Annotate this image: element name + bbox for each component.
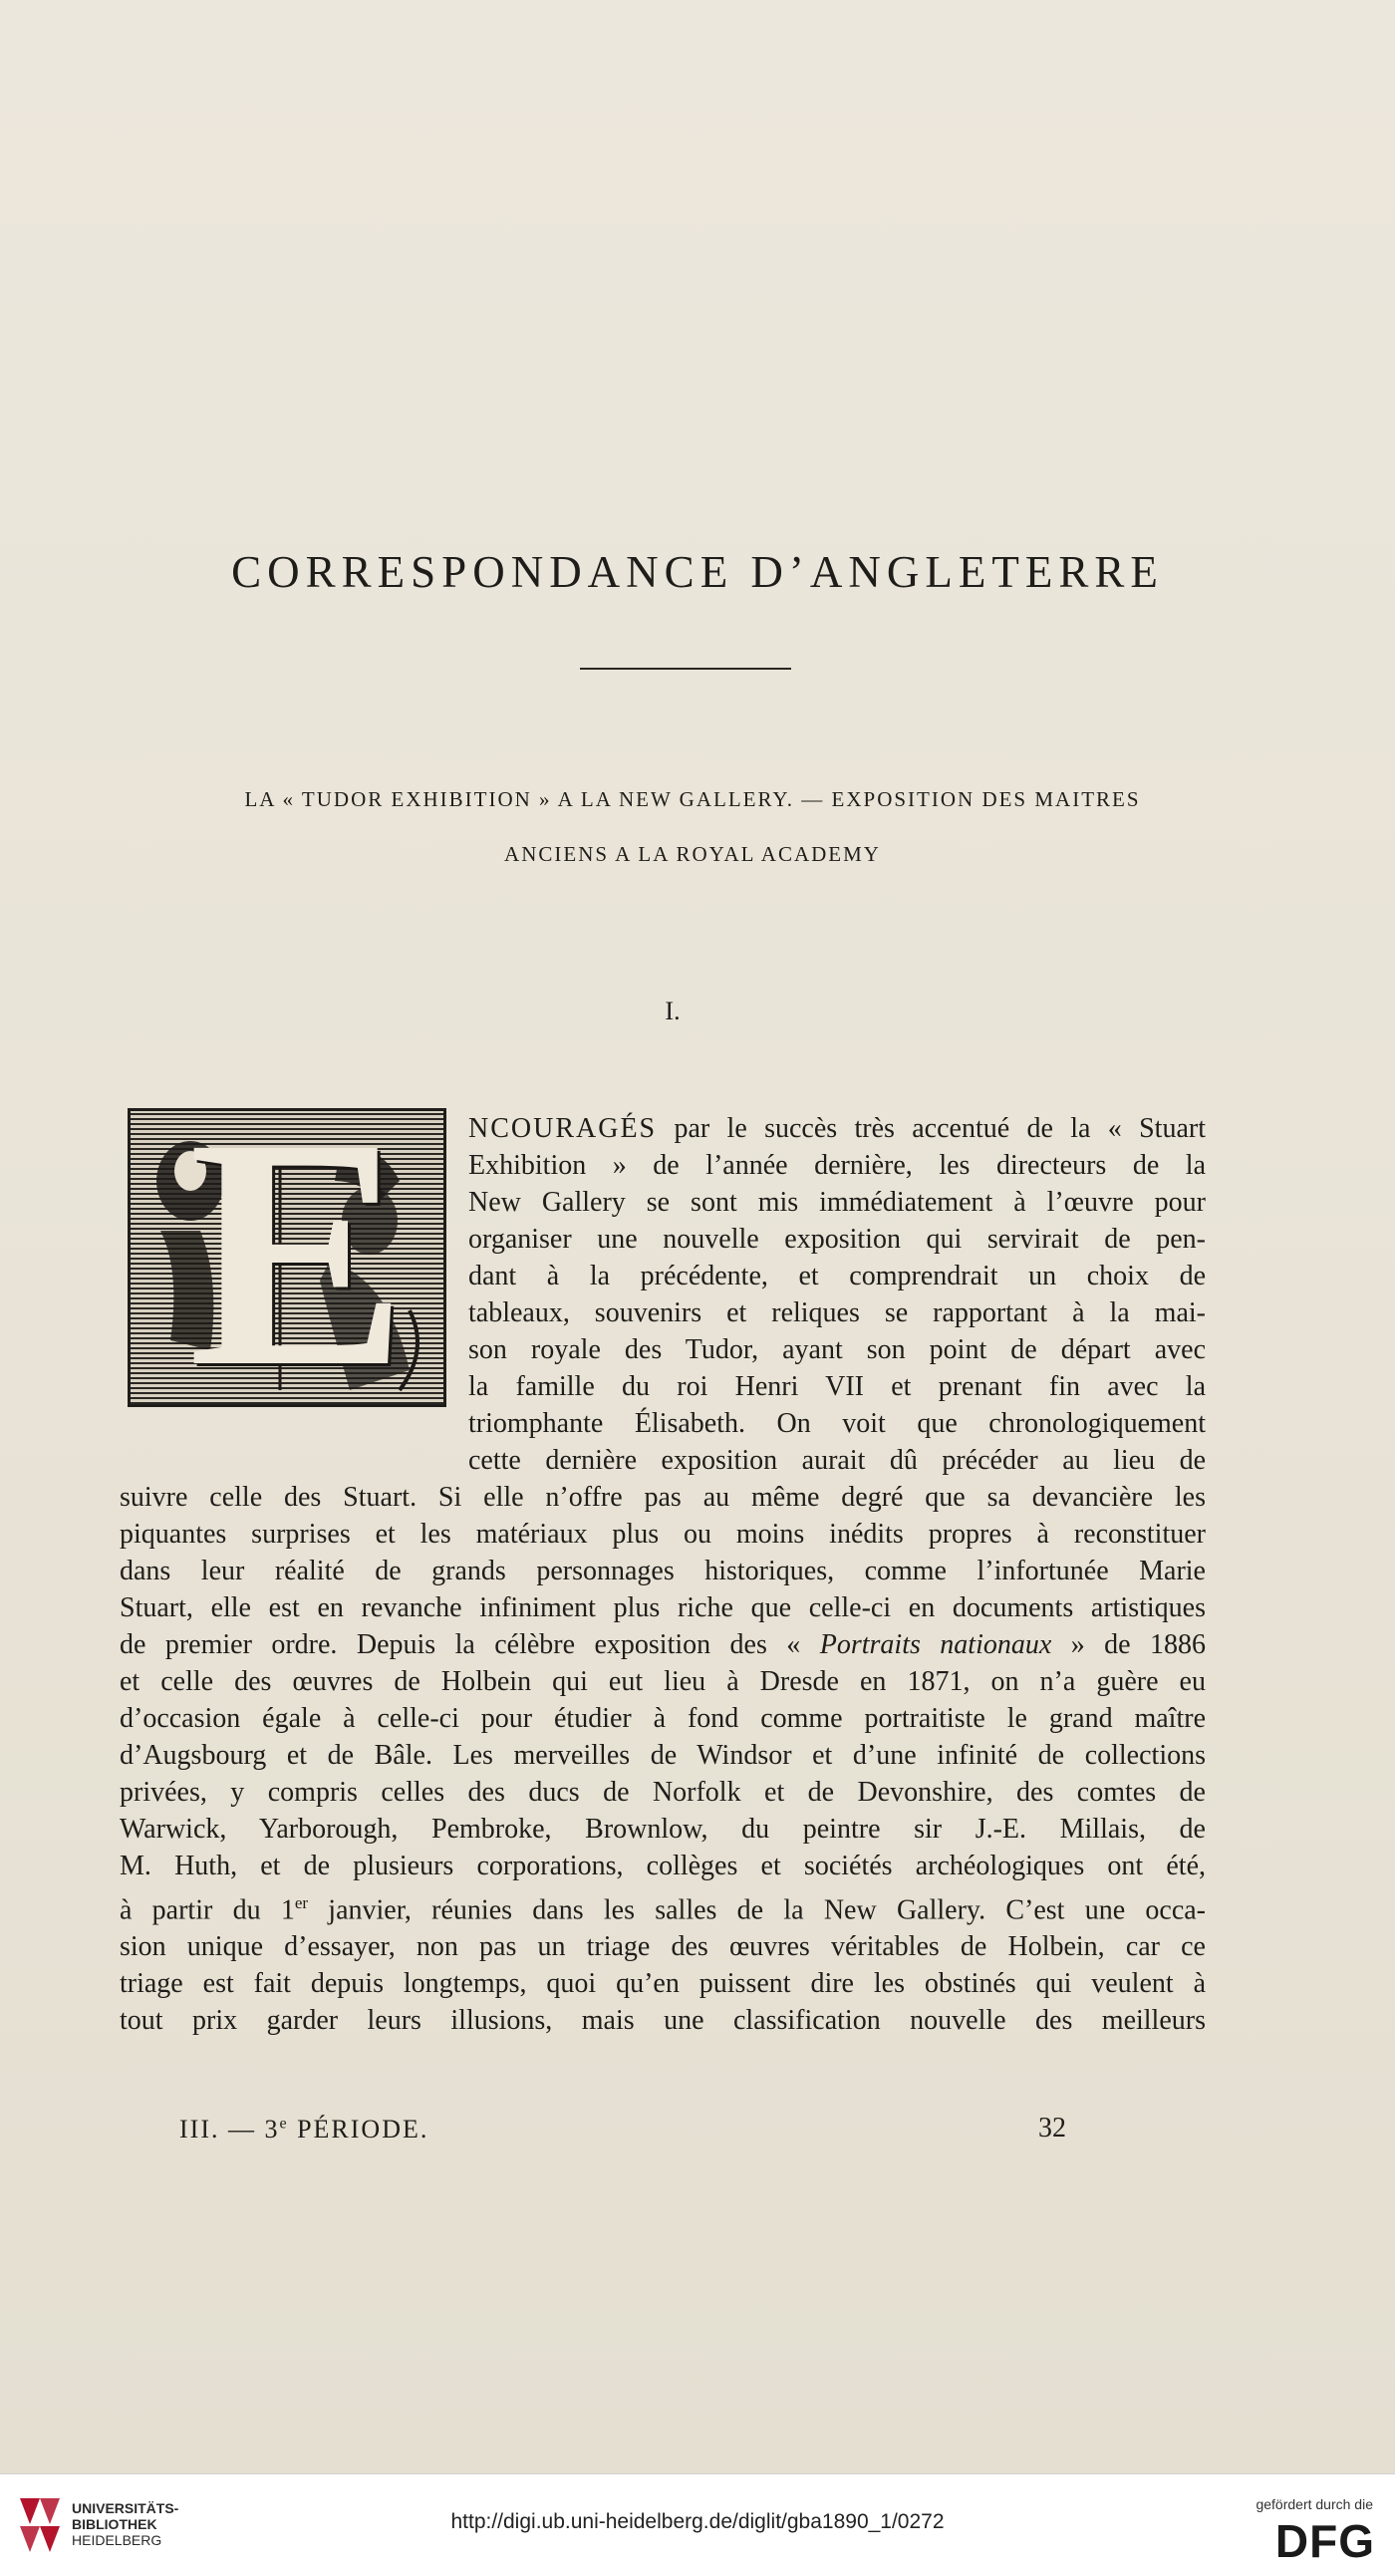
text-line: dant à la précédente, et comprendrait un choix de [468, 1261, 1206, 1291]
text-line: tableaux, souvenirs et reliques se rapportant à la mai- [468, 1297, 1206, 1328]
decorated-initial [128, 1108, 446, 1407]
text-line: privées, y compris celles des ducs de Norfolk et de Devonshire, des comtes de [120, 1777, 1206, 1808]
text-line: Stuart, elle est en revanche infiniment plus riche que celle-ci en documents artistiques [120, 1592, 1206, 1623]
library-name[interactable]: UNIVERSITÄTS- BIBLIOTHEK HEIDELBERG [72, 2500, 179, 2548]
dfg-logo[interactable]: DFG [1274, 2515, 1375, 2567]
article-title: CORRESPONDANCE D’ANGLETERRE [231, 547, 1164, 597]
text-line: Warwick, Yarborough, Pembroke, Brownlow, du peintre sir J.-E. Millais, de [120, 1814, 1206, 1845]
signature-mark: III. — 3e PÉRIODE. [179, 2115, 429, 2144]
text-line: sion unique d’essayer, non pas un triage des œuvres véritables de Holbein, car ce [120, 1931, 1206, 1963]
subtitle-line-2: ANCIENS A LA ROYAL ACADEMY [504, 842, 881, 866]
permalink-url[interactable]: http://digi.ub.uni-heidelberg.de/diglit/gba1890_1/0272 [450, 2510, 945, 2533]
text-line: et celle des œuvres de Holbein qui eut lieu à Dresde en 1871, on n’a guère eu [120, 1666, 1206, 1697]
text-line: cette dernière exposition aurait dû précéder au lieu de [468, 1445, 1206, 1476]
text-line: NCOURAGÉS par le succès très accentué de la « Stuart [468, 1113, 1206, 1144]
text-line: organiser une nouvelle exposition qui servirait de pen- [468, 1224, 1206, 1255]
viewer-footer-bar [0, 2473, 1395, 2576]
text-line: son royale des Tudor, ayant son point de départ avec [468, 1334, 1206, 1365]
text-line: Exhibition » de l’année dernière, les directeurs de la [468, 1150, 1206, 1181]
section-number: I. [665, 997, 681, 1025]
text-line: la famille du roi Henri VII et prenant fin avec la [468, 1371, 1206, 1402]
subtitle-line-1: LA « TUDOR EXHIBITION » A LA NEW GALLERY. — EXPOSITION DES MAITRES [244, 787, 1141, 811]
narrow-text-block [468, 1110, 1206, 1479]
text-line: d’occasion égale à celle-ci pour étudier à fond comme portraitiste le grand maître [120, 1703, 1206, 1734]
page-number: 32 [1038, 2113, 1066, 2144]
italic-title: Portraits nationaux [819, 1629, 1052, 1660]
text-line: suivre celle des Stuart. Si elle n’offre pas au même degré que sa devancière les [120, 1482, 1206, 1513]
text-line: piquantes surprises et les matériaux plus ou moins inédits propres à reconstituer [120, 1519, 1206, 1550]
body-text-block [120, 1479, 1206, 2039]
text-line: dans leur réalité de grands personnages historiques, comme l’infortunée Marie [120, 1556, 1206, 1586]
funding-note: gefördert durch die [1256, 2496, 1373, 2512]
text-line: de premier ordre. Depuis la célèbre exposition des « Portraits nationaux » de 1886 [120, 1629, 1206, 1660]
text-line: New Gallery se sont mis immédiatement à l’œuvre pour [468, 1187, 1206, 1218]
text-line: M. Huth, et de plusieurs corporations, collèges et sociétés archéologiques ont été, [120, 1851, 1206, 1881]
initial-letter: E [188, 1108, 409, 1407]
text-line: à partir du 1er janvier, réunies dans les salles de la New Gallery. C’est une occa- [120, 1893, 1206, 1926]
text-line: d’Augsbourg et de Bâle. Les merveilles de Windsor et d’une infinité de collections [120, 1740, 1206, 1771]
text-line: tout prix garder leurs illusions, mais une classification nouvelle des meilleurs [120, 2005, 1206, 2037]
text-line: triage est fait depuis longtemps, quoi qu’en puissent dire les obstinés qui veulent à [120, 1968, 1206, 2000]
text-line: triomphante Élisabeth. On voit que chronologiquement [468, 1408, 1206, 1439]
title-rule [580, 668, 791, 670]
opening-word: NCOURAGÉS [468, 1113, 658, 1144]
